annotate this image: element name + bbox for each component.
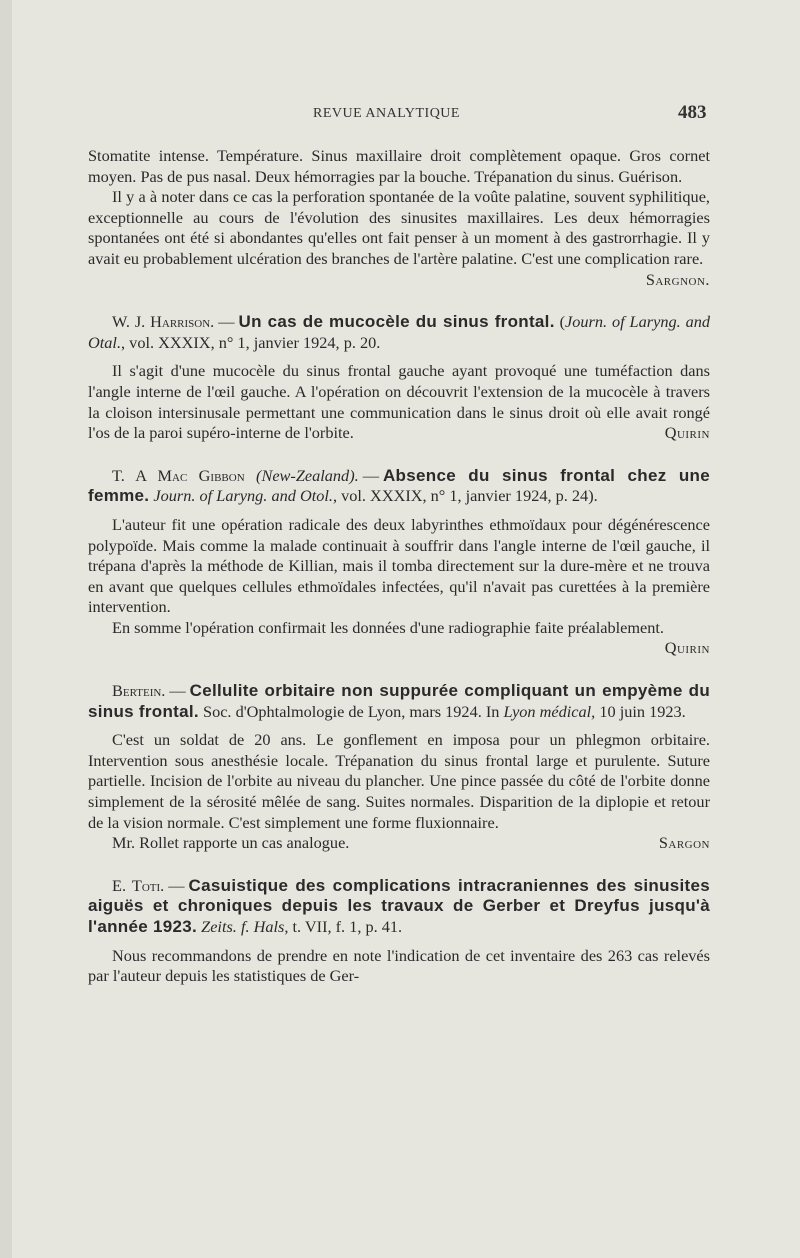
entry-body — [88, 618, 710, 659]
entry-body — [88, 361, 710, 443]
entry-heading — [88, 312, 710, 353]
entry-author: E. Toti. — [112, 875, 165, 895]
entry-body: C'est un soldat de 20 ans. Le gonflement en imposa pour un phlegmon orbitaire. Intervention sous anesthésie locale. Trépanation du sinus frontal large et purulente. Suture partielle. Incision de l'orbite au niveau du plancher. Une pince passée du côté de l'orbite donne simplement de la sérosité mêlée de sang. Suites normales. Disparition de la diplopie et retour de la vision normale. C'est simplement une forme fluxionnaire. — [88, 730, 710, 832]
signature: Quirin — [664, 423, 710, 443]
entry-journal: Journ. of Laryng. and Otol. — [153, 486, 333, 506]
abstract-entry — [88, 876, 710, 987]
entry-dash: — — [218, 312, 235, 332]
entry-ref-open: ( — [559, 312, 566, 332]
entry-title: Absence du sinus frontal chez une femme. — [88, 465, 710, 506]
signature: Quirin — [664, 638, 710, 658]
page-content — [88, 146, 710, 987]
entry-journal: Lyon médical, — [503, 701, 596, 721]
intro-paragraph-2-text: Il y a à noter dans ce cas la perforation spontanée de la voûte palatine, souvent syphilitique, exceptionnelle au cours de l'évolution des sinusites maxillaires. Les deux hémorragies spontanées ont été si abondantes qu'elles ont fait penser à un moment à des gastrorrhagie. Il y avait eu probablement ulcération des branches de l'artère palatine. C'est une complication rare. — [88, 187, 710, 268]
intro-paragraph-2 — [88, 187, 710, 290]
abstract-entry — [88, 681, 710, 854]
entry-dash: — — [169, 681, 186, 701]
entry-heading — [88, 466, 710, 507]
entry-ref-details: , vol. XXXIX, n° 1, janvier 1924, p. 20. — [121, 332, 381, 352]
entry-author: T. A Mac Gibbon — [112, 465, 245, 485]
signature: Sargnon. — [645, 269, 710, 289]
entry-body-text: Il s'agit d'une mucocèle du sinus frontal gauche ayant provoqué une tuméfaction dans l'angle interne de l'œil gauche. A l'opération on découvrit l'extension de la mucocèle à travers la cloison intersinusale permettant une communication dans le sinus droit où elle avait rongé l'os de la paroi supéro-interne de l'orbite. — [88, 361, 710, 443]
entry-ref-details: , vol. XXXIX, n° 1, janvier 1924, p. 24). — [332, 486, 598, 506]
entry-body-text: En somme l'opération confirmait les données d'une radiographie faite préalablement. — [112, 617, 664, 637]
entry-body-text: Mr. Rollet rapporte un cas analogue. — [112, 833, 350, 853]
page-header — [12, 102, 800, 130]
entry-body: Nous recommandons de prendre en note l'indication de cet inventaire des 263 cas relevés par l'auteur depuis les statistiques de Ger- — [88, 945, 710, 986]
abstract-entry — [88, 312, 710, 444]
entry-title: Cellulite orbitaire non suppurée compliquant un empyème du sinus frontal. — [88, 681, 710, 721]
abstract-entry — [88, 466, 710, 659]
journal-page — [12, 0, 800, 1258]
entry-heading — [88, 876, 710, 938]
entry-ref-open: Soc. d'Ophtalmologie de Lyon, mars 1924. In — [198, 701, 504, 721]
entry-author: Bertein. — [112, 681, 166, 701]
entry-dash: — — [362, 465, 379, 485]
entry-title: Un cas de mucocèle du sinus frontal. — [238, 312, 555, 332]
entry-body: L'auteur fit une opération radicale des deux labyrinthes ethmoïdaux pour dégénérescence polypoïde. Mais comme la malade continuait à souffrir dans l'angle interne de l'œil gauche, il trépana d'après la méthode de Killian, mais il tomba directement sur la dure-mère et ne trouva en avant que quelques cellules ethmoïdales infectées, qu'il n'avait pas curettées à la première intervention. — [88, 514, 710, 617]
entry-ref-details: 10 juin 1923. — [595, 701, 686, 721]
entry-body — [88, 833, 710, 854]
entry-place: (New-Zealand). — [256, 465, 359, 485]
signature: Sargon — [658, 833, 710, 853]
entry-heading — [88, 681, 710, 722]
entry-title: Casuistique des complications intracraniennes des sinusites aiguës et chroniques depuis les travaux de Gerber et Dreyfus jusqu'à l'année 1923. — [88, 875, 711, 936]
page-number: 483 — [678, 102, 707, 123]
entry-dash: — — [168, 875, 185, 895]
running-title: REVUE ANALYTIQUE — [313, 106, 460, 121]
entry-author: W. J. Harrison. — [112, 312, 215, 332]
intro-paragraph-1: Stomatite intense. Température. Sinus maxillaire droit complètement opaque. Gros cornet moyen. Pas de pus nasal. Deux hémorragies par la bouche. Trépanation du sinus. Guérison. — [88, 146, 710, 186]
entry-ref-details: t. VII, f. 1, p. 41. — [288, 917, 403, 936]
entry-journal: Zeits. f. Hals, — [201, 917, 289, 936]
entry-journal: Journ. of Laryng. and Otal. — [88, 312, 710, 352]
